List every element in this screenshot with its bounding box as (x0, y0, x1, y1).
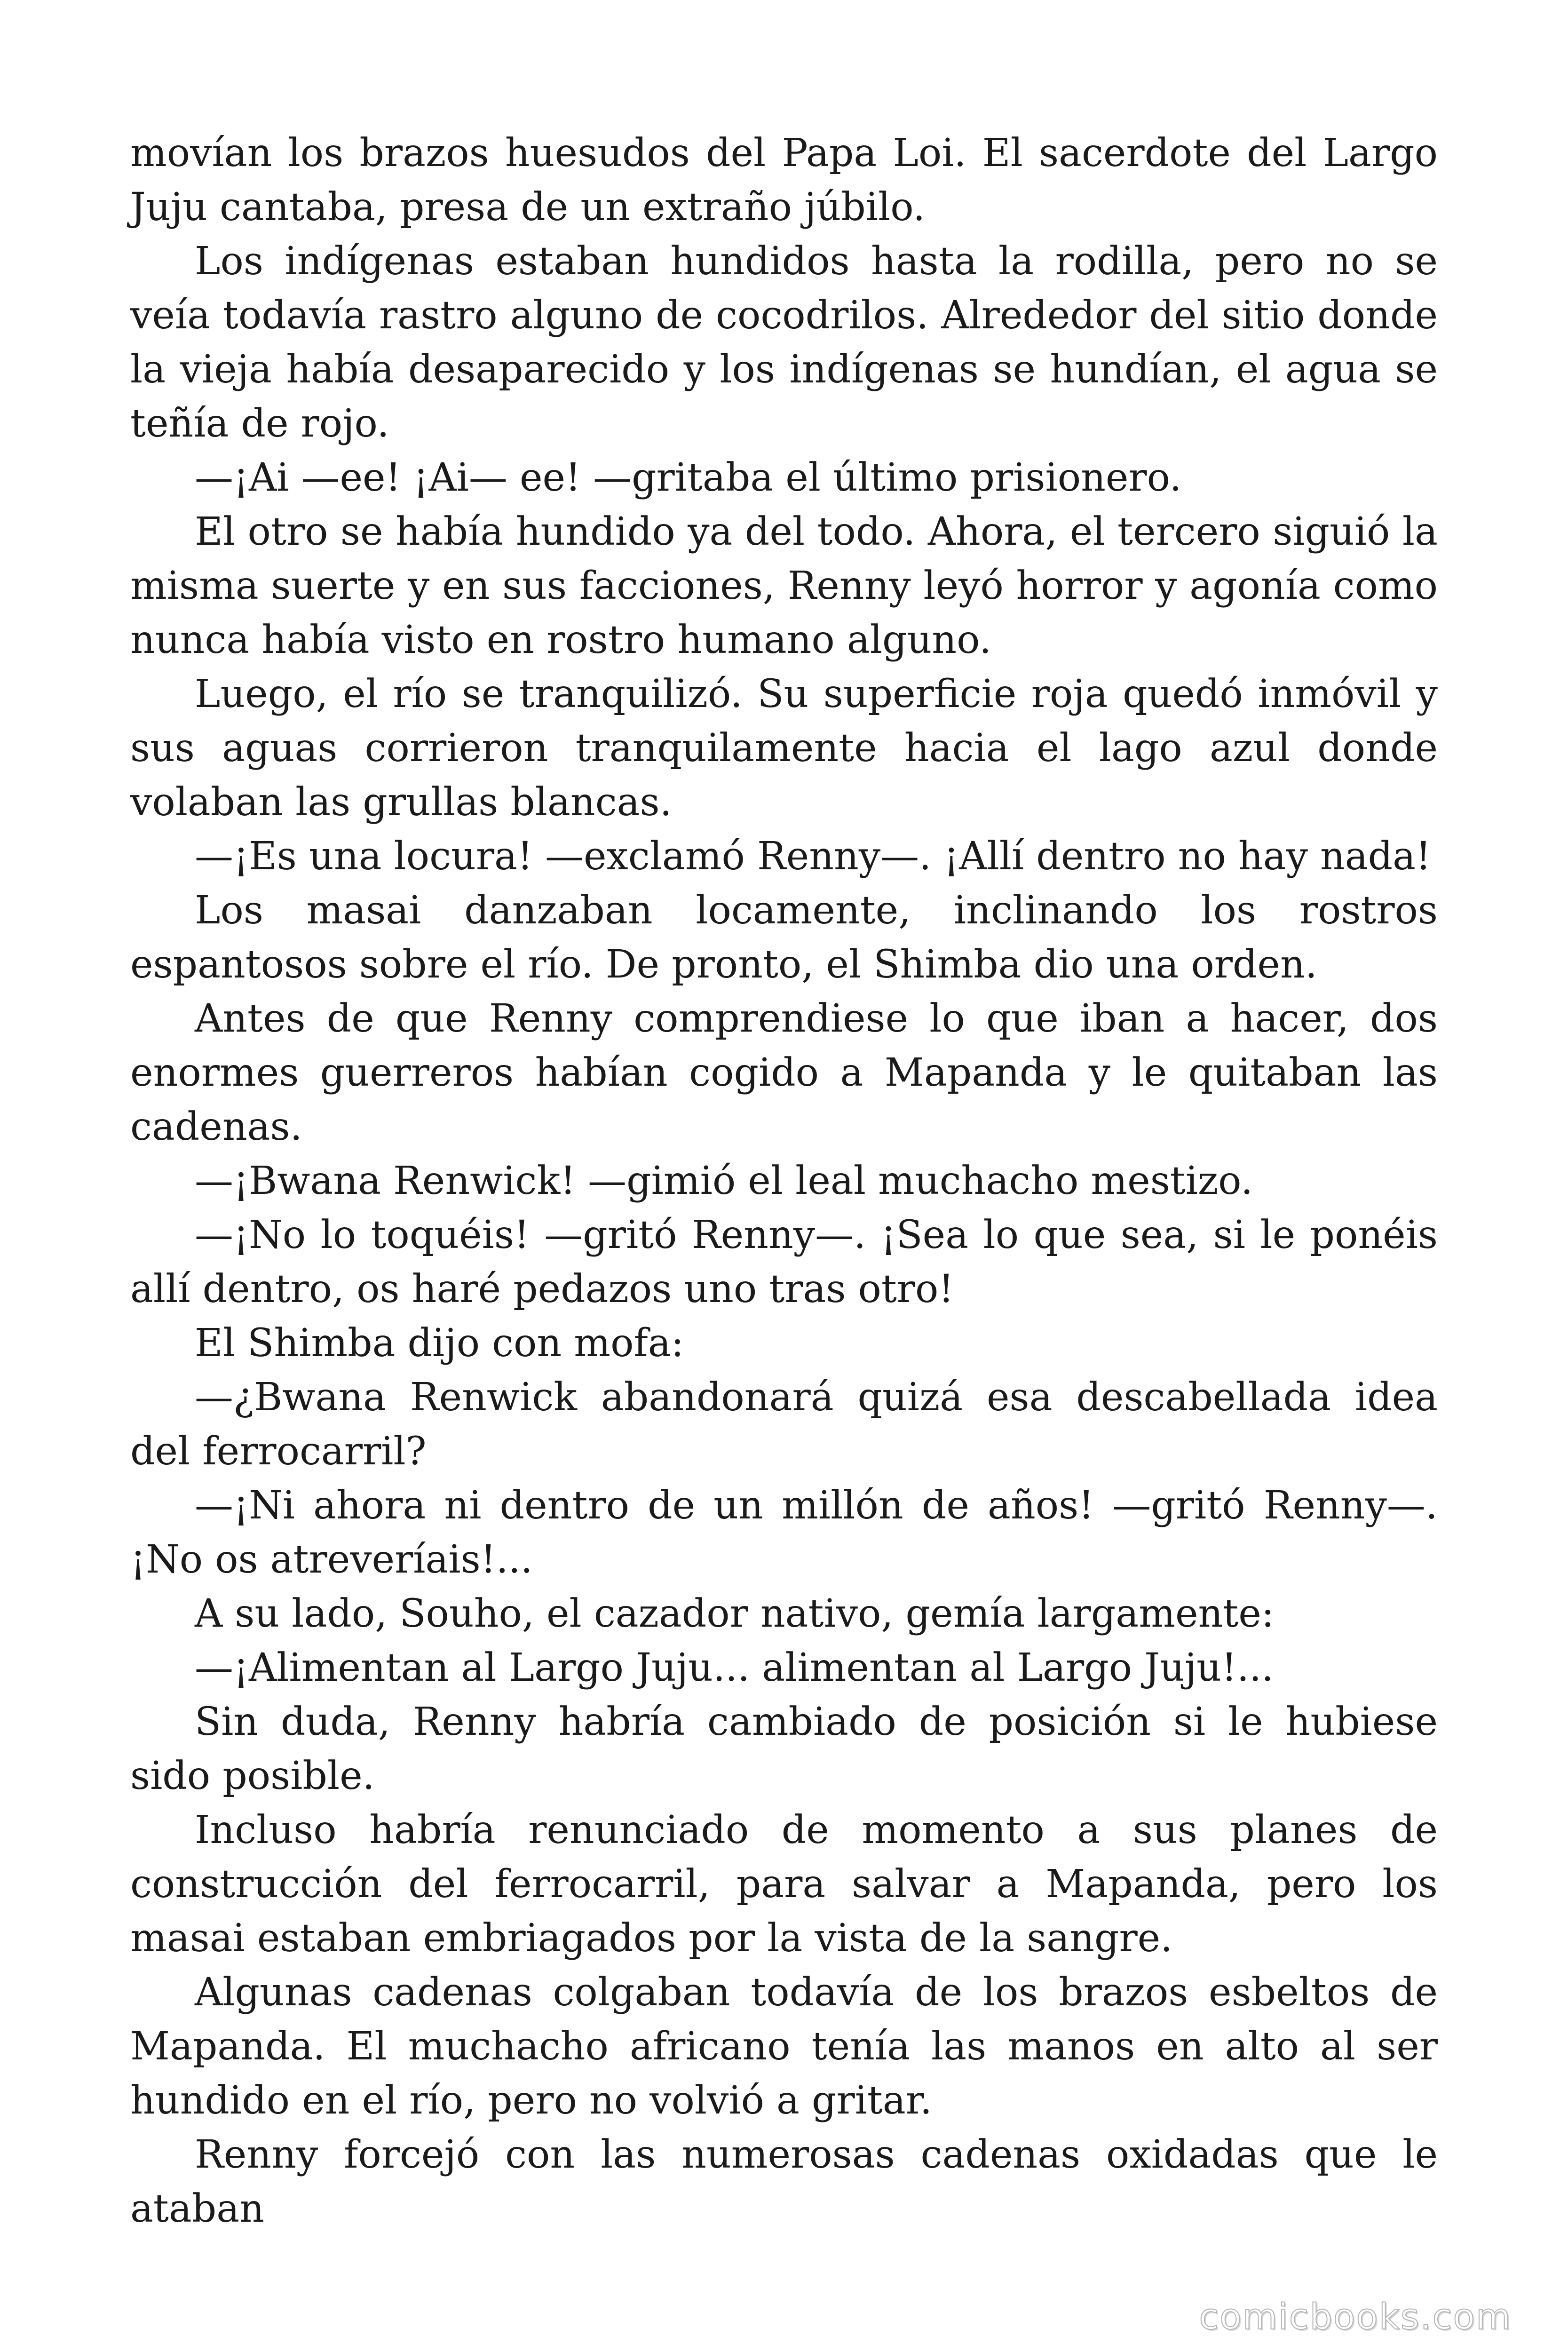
paragraph-4: El otro se había hundido ya del todo. Ahora, el tercero siguió la misma suerte y en sus facciones, Renny leyó horror y agonía como nunca había visto en rostro humano alguno. (130, 509, 1438, 662)
watermark: comicbooks.com (1199, 2296, 1512, 2337)
paragraph-6: —¡Es una locura! —exclamó Renny—. ¡Allí dentro no hay nada! (195, 834, 1432, 879)
paragraph-16: Sin duda, Renny habría cambiado de posición si le hubiese sido posible. (130, 1700, 1438, 1798)
paragraph-19: Renny forcejó con las numerosas cadenas oxidadas que le ataban (130, 2132, 1438, 2231)
paragraph-5: Luego, el río se tranquilizó. Su superficie roja quedó inmóvil y sus aguas corrieron tranquilamente hacia el lago azul donde volaban las grullas blancas. (130, 672, 1438, 825)
paragraph-3: —¡Ai —ee! ¡Ai— ee! —gritaba el último prisionero. (195, 455, 1182, 500)
paragraph-12: —¿Bwana Renwick abandonará quizá esa descabellada idea del ferrocarril? (130, 1375, 1438, 1474)
paragraph-11: El Shimba dijo con mofa: (195, 1321, 684, 1366)
paragraph-13: —¡Ni ahora ni dentro de un millón de años! —gritó Renny—. ¡No os atreveríais!... (130, 1483, 1438, 1582)
paragraph-15: —¡Alimentan al Largo Juju... alimentan al Largo Juju!... (195, 1645, 1274, 1690)
paragraph-1: movían los brazos huesudos del Papa Loi. El sacerdote del Largo Juju cantaba, presa de un extraño júbilo. (130, 131, 1438, 230)
paragraph-7: Los masai danzaban locamente, inclinando los rostros espantosos sobre el río. De pronto, el Shimba dio una orden. (130, 888, 1438, 987)
book-page-text (130, 126, 1438, 2231)
paragraph-18: Algunas cadenas colgaban todavía de los brazos esbeltos de Mapanda. El muchacho africano tenía las manos en alto al ser hundido en el río, pero no volvió a gritar. (130, 1970, 1438, 2123)
paragraph-8: Antes de que Renny comprendiese lo que iban a hacer, dos enormes guerreros habían cogido a Mapanda y le quitaban las cadenas. (130, 996, 1438, 1149)
paragraph-14: A su lado, Souho, el cazador nativo, gemía largamente: (195, 1591, 1275, 1636)
paragraph-17: Incluso habría renunciado de momento a sus planes de construcción del ferrocarril, para salvar a Mapanda, pero los masai estaban embriagados por la vista de la sangre. (130, 1808, 1438, 1961)
paragraph-9: —¡Bwana Renwick! —gimió el leal muchacho mestizo. (195, 1159, 1253, 1203)
paragraph-2: Los indígenas estaban hundidos hasta la rodilla, pero no se veía todavía rastro alguno de cocodrilos. Alrededor del sitio donde la vieja había desaparecido y los indígenas se hundían, el agua se teñía de rojo. (130, 239, 1438, 446)
paragraph-10: —¡No lo toquéis! —gritó Renny—. ¡Sea lo que sea, si le ponéis allí dentro, os haré pedazos uno tras otro! (130, 1213, 1438, 1311)
